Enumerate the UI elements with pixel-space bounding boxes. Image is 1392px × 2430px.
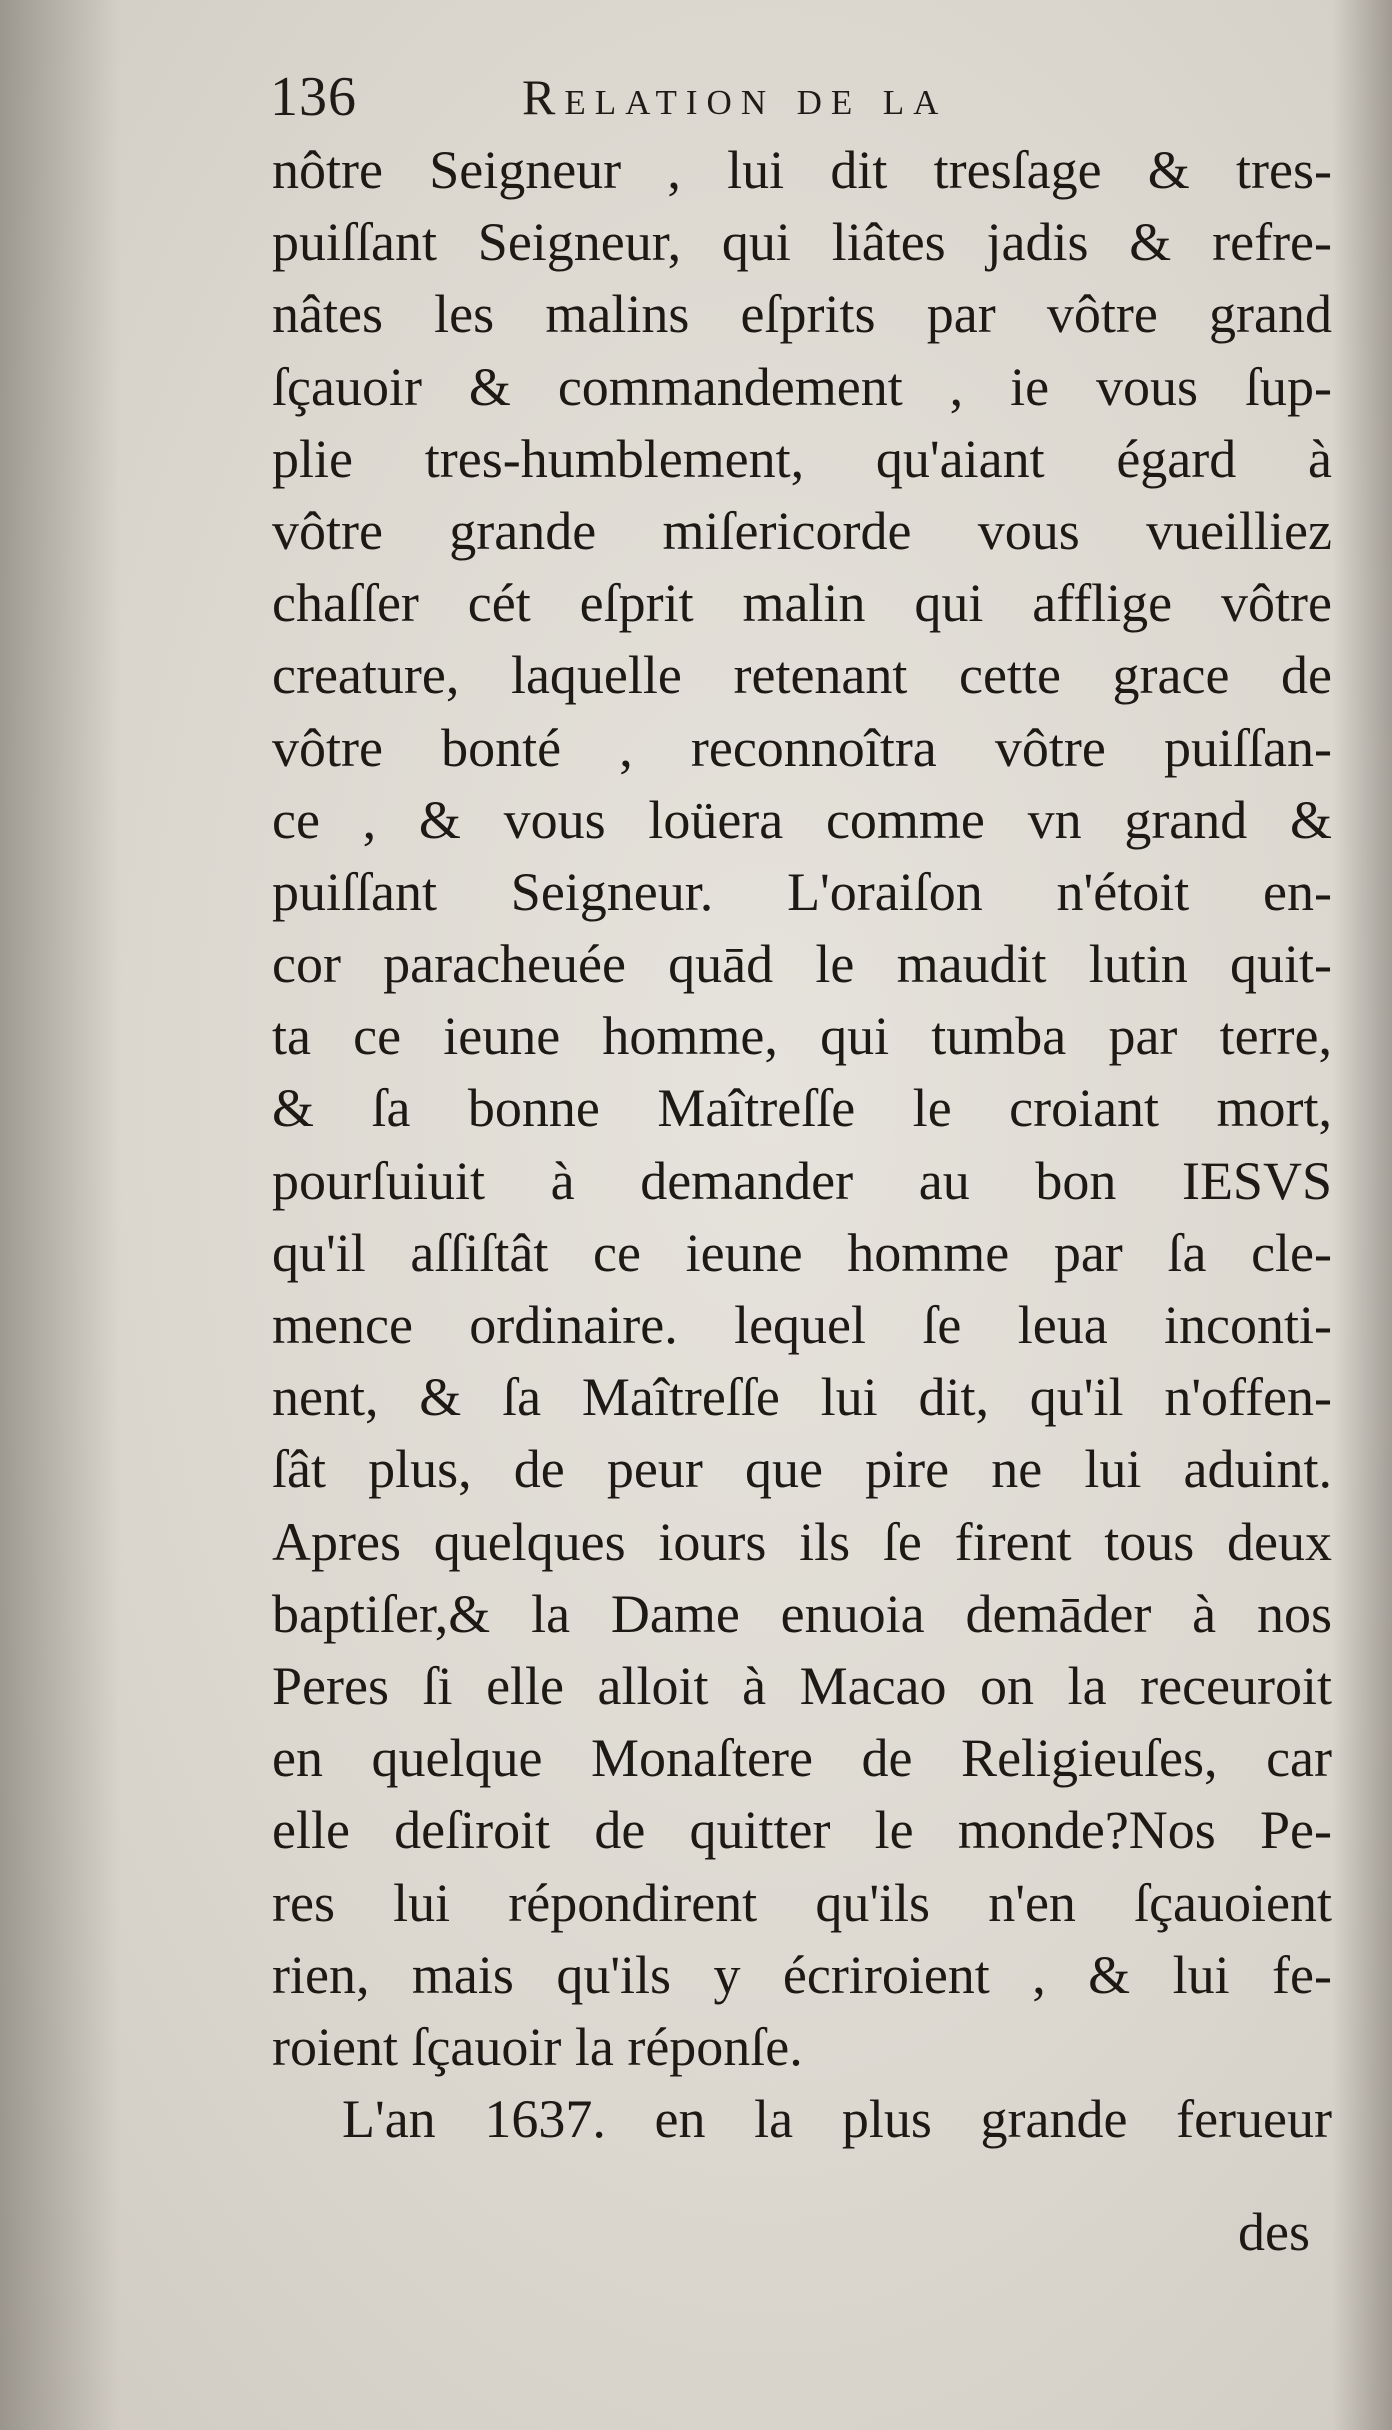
text-line: ſât plus, de peur que pire ne lui aduint. [272,1439,1332,1500]
text-line: chaſſer cét eſprit malin qui afflige vôtre [272,573,1332,634]
running-head: Relation de la [522,69,948,125]
text-line: res lui répondirent qu'ils n'en ſçauoient [272,1872,1332,1933]
text-line: nôtre Seigneur , lui dit tresſage & tres- [272,140,1332,200]
text-line: Peres ſi elle alloit à Macao on la receuroit [272,1655,1332,1716]
text-line: & ſa bonne Maîtreſſe le croiant mort, [272,1078,1332,1139]
text-line: L'an 1637. en la plus grande ferueur [342,2089,1332,2150]
body-text [272,134,1332,2155]
text-line: nent, & ſa Maîtreſſe lui dit, qu'il n'offen- [272,1367,1332,1428]
text-line: elle deſiroit de quitter le monde?Nos Pe- [272,1800,1332,1861]
text-line: baptiſer,& la Dame enuoia demāder à nos [272,1583,1332,1644]
text-line: puiſſant Seigneur. L'oraiſon n'étoit en- [272,861,1332,922]
text-line: creature, laquelle retenant cette grace de [272,645,1332,706]
text-line: ta ce ieune homme, qui tumba par terre, [272,1006,1332,1067]
page-number: 136 [270,66,357,128]
text-line: puiſſant Seigneur, qui liâtes jadis & refre- [272,212,1332,273]
text-line: ce , & vous loüera comme vn grand & [272,789,1332,850]
text-line: Apres quelques iours ils ſe firent tous deux [272,1511,1332,1572]
text-line: roient ſçauoir la réponſe. [272,2016,803,2077]
text-line: en quelque Monaſtere de Religieuſes, car [272,1728,1332,1789]
catchword: des [1238,2202,1310,2262]
text-line: pourſuiuit à demander au bon IESVS [272,1150,1332,1211]
page-header [270,62,1330,132]
text-line: ſçauoir & commandement , ie vous ſup- [272,356,1332,417]
text-line: qu'il aſſiſtât ce ieune homme par ſa cle- [272,1222,1332,1283]
text-line: mence ordinaire. lequel ſe leua inconti- [272,1295,1332,1355]
text-line: vôtre bonté , reconnoîtra vôtre puiſſan- [272,717,1332,778]
text-line: rien, mais qu'ils y écriroient , & lui fe- [272,1944,1332,2005]
text-line: vôtre grande miſericorde vous vueilliez [272,500,1332,561]
text-line: nâtes les malins eſprits par vôtre grand [272,284,1332,345]
text-line: plie tres-humblement, qu'aiant égard à [272,428,1332,489]
text-line: cor paracheuée quād le maudit lutin quit- [272,934,1332,995]
